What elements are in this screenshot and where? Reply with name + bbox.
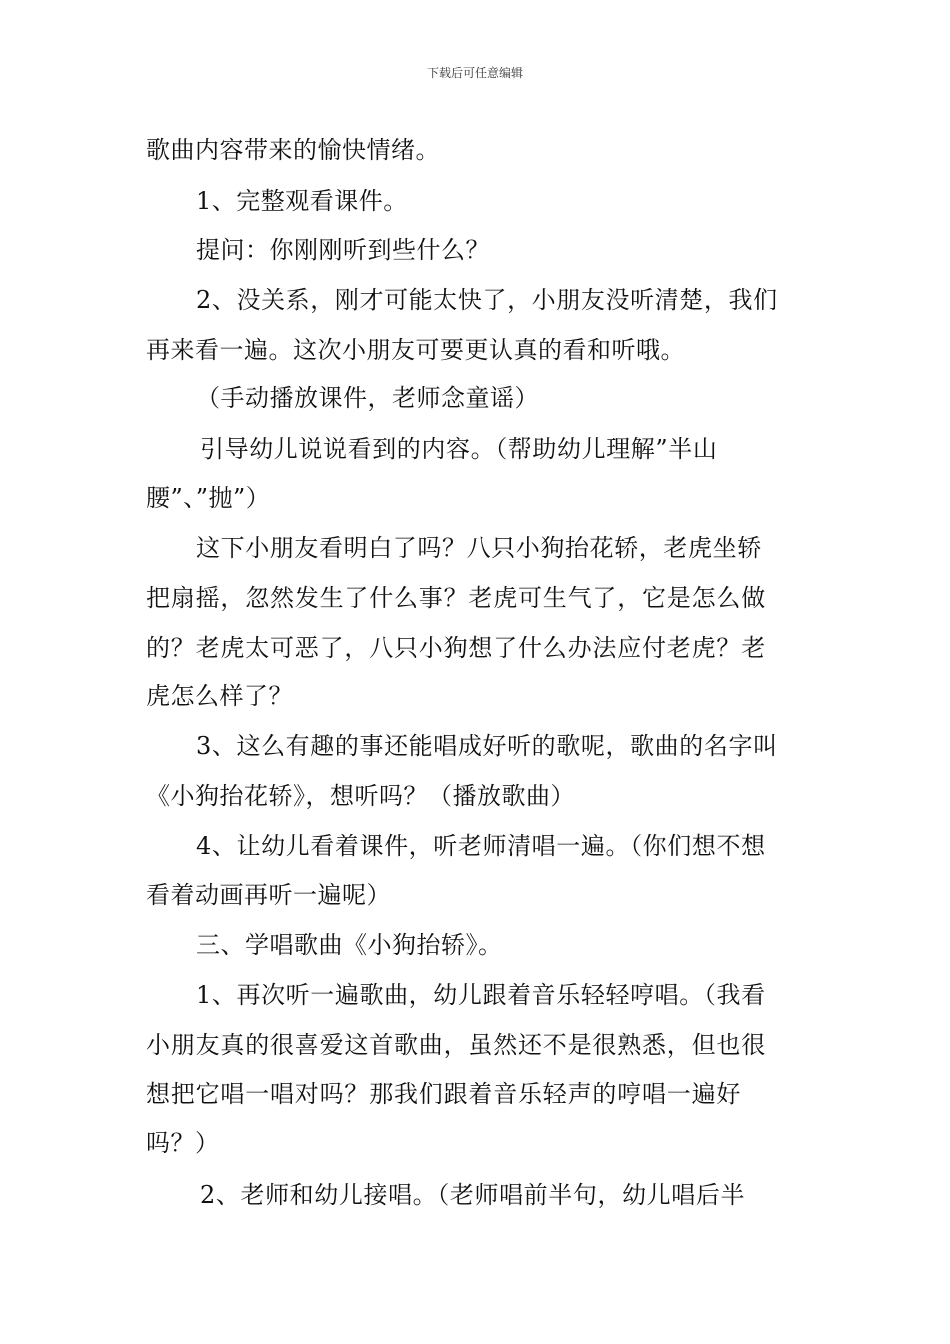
text-line: 虎怎么样了？	[146, 682, 293, 710]
text-line: 腰”、”抛”）	[146, 484, 271, 512]
text-line: （手动播放课件，老师念童谣）	[196, 384, 539, 412]
text-line: 的？老虎太可恶了，八只小狗想了什么办法应付老虎？老	[146, 634, 766, 662]
text-line: 吗？）	[146, 1129, 220, 1157]
page-header: 下载后可任意编辑	[426, 66, 523, 80]
text-line: 2、老师和幼儿接唱。（老师唱前半句，幼儿唱后半	[200, 1181, 746, 1209]
text-line: 看着动画再听一遍呢）	[146, 881, 391, 909]
text-line: 小朋友真的很喜爱这首歌曲，虽然还不是很熟悉，但也很	[146, 1031, 766, 1059]
text-line: 3、这么有趣的事还能唱成好听的歌呢，歌曲的名字叫	[196, 732, 778, 760]
text-line: 再来看一遍。这次小朋友可要更认真的看和听哦。	[146, 336, 685, 364]
text-line: 提问：你刚刚听到些什么？	[196, 236, 490, 264]
text-line: 引导幼儿说说看到的内容。（帮助幼儿理解”半山	[200, 435, 718, 463]
text-line: 这下小朋友看明白了吗？八只小狗抬花轿，老虎坐轿	[196, 534, 762, 562]
text-line: 2、没关系，刚才可能太快了，小朋友没听清楚，我们	[196, 286, 778, 314]
text-line: 4、让幼儿看着课件，听老师清唱一遍。（你们想不想	[196, 832, 766, 860]
text-line: 想把它唱一唱对吗？那我们跟着音乐轻声的哼唱一遍好	[146, 1080, 742, 1108]
text-line: 把扇摇，忽然发生了什么事？老虎可生气了，它是怎么做	[146, 584, 766, 612]
text-line: 1、再次听一遍歌曲，幼儿跟着音乐轻轻哼唱。（我看	[196, 981, 766, 1009]
text-line: 《小狗抬花轿》，想听吗？（播放歌曲）	[146, 782, 575, 810]
text-line: 1、完整观看课件。	[196, 187, 408, 215]
text-line: 三、学唱歌曲《小狗抬轿》。	[196, 931, 503, 959]
text-line: 歌曲内容带来的愉快情绪。	[146, 136, 440, 164]
